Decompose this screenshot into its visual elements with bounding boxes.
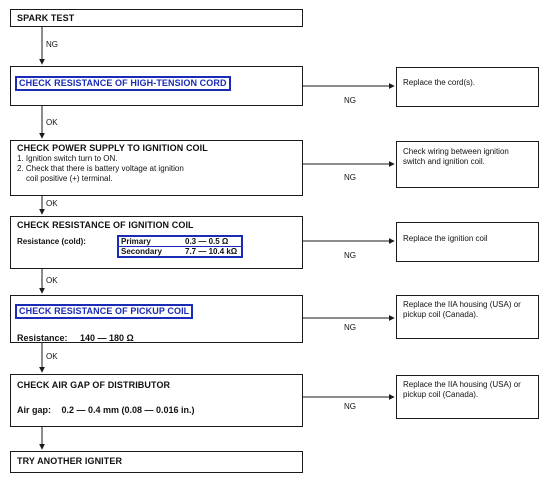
primary-label: Primary: [121, 237, 151, 246]
secondary-label: Secondary: [119, 246, 183, 256]
resistance-row: [17, 235, 296, 258]
label-ng: NG: [344, 323, 356, 332]
label-ng: NG: [344, 173, 356, 182]
remedy-text: Check wiring between ignition switch and ignition coil.: [403, 147, 509, 166]
air-gap-label: Air gap:: [17, 405, 52, 415]
step-title: SPARK TEST: [17, 13, 75, 23]
label-ng: NG: [344, 251, 356, 260]
remedy-text: Replace the IIA housing (USA) or pickup coil (Canada).: [403, 300, 521, 319]
label-ok: OK: [46, 276, 58, 285]
step-check-pickup-coil: [10, 295, 303, 343]
label-ng: NG: [46, 40, 58, 49]
remedy-text: Replace the ignition coil: [403, 234, 488, 243]
step-line: coil positive (+) terminal.: [26, 174, 113, 183]
air-gap-value: 0.2 — 0.4 mm (0.08 — 0.016 in.): [61, 405, 195, 415]
step-try-another-igniter: [10, 451, 303, 473]
primary-value: 0.3 — 0.5 Ω: [185, 237, 229, 246]
step-title: CHECK RESISTANCE OF PICKUP COIL: [19, 306, 190, 316]
step-line: 1. Ignition switch turn to ON.: [17, 154, 118, 163]
label-ok: OK: [46, 199, 58, 208]
remedy-check-wiring: [396, 141, 539, 188]
remedy-replace-ignition-coil: [396, 222, 539, 262]
remedy-replace-iia-housing-1: [396, 295, 539, 339]
label-ng: NG: [344, 96, 356, 105]
remedy-text: Replace the IIA housing (USA) or pickup coil (Canada).: [403, 380, 521, 399]
resistance-label: Resistance:: [17, 333, 68, 343]
remedy-text: Replace the cord(s).: [403, 78, 476, 87]
step-check-ignition-coil: [10, 216, 303, 269]
remedy-replace-cord: [396, 67, 539, 107]
step-title: CHECK RESISTANCE OF HIGH-TENSION CORD: [19, 78, 227, 88]
step-check-power-supply: [10, 140, 303, 196]
step-check-air-gap: [10, 374, 303, 427]
label-ok: OK: [46, 352, 58, 361]
label-ng: NG: [344, 402, 356, 411]
step-title: CHECK RESISTANCE OF IGNITION COIL: [17, 220, 194, 230]
resistance-value: 140 — 180 Ω: [79, 333, 134, 343]
step-title: TRY ANOTHER IGNITER: [17, 456, 123, 466]
label-ok: OK: [46, 118, 58, 127]
step-line: 2. Check that there is battery voltage at ignition: [17, 164, 184, 173]
resistance-label: Resistance (cold):: [17, 237, 86, 246]
step-check-cord: [10, 66, 303, 106]
step-spark-test: [10, 9, 303, 27]
step-title: CHECK AIR GAP OF DISTRIBUTOR: [17, 380, 171, 390]
step-title: CHECK POWER SUPPLY TO IGNITION COIL: [17, 143, 208, 153]
resistance-table: [117, 235, 243, 258]
air-gap-row: [17, 400, 296, 418]
secondary-value: 7.7 — 10.4 kΩ: [183, 246, 241, 256]
resistance-row: [17, 328, 296, 343]
remedy-replace-iia-housing-2: [396, 375, 539, 419]
